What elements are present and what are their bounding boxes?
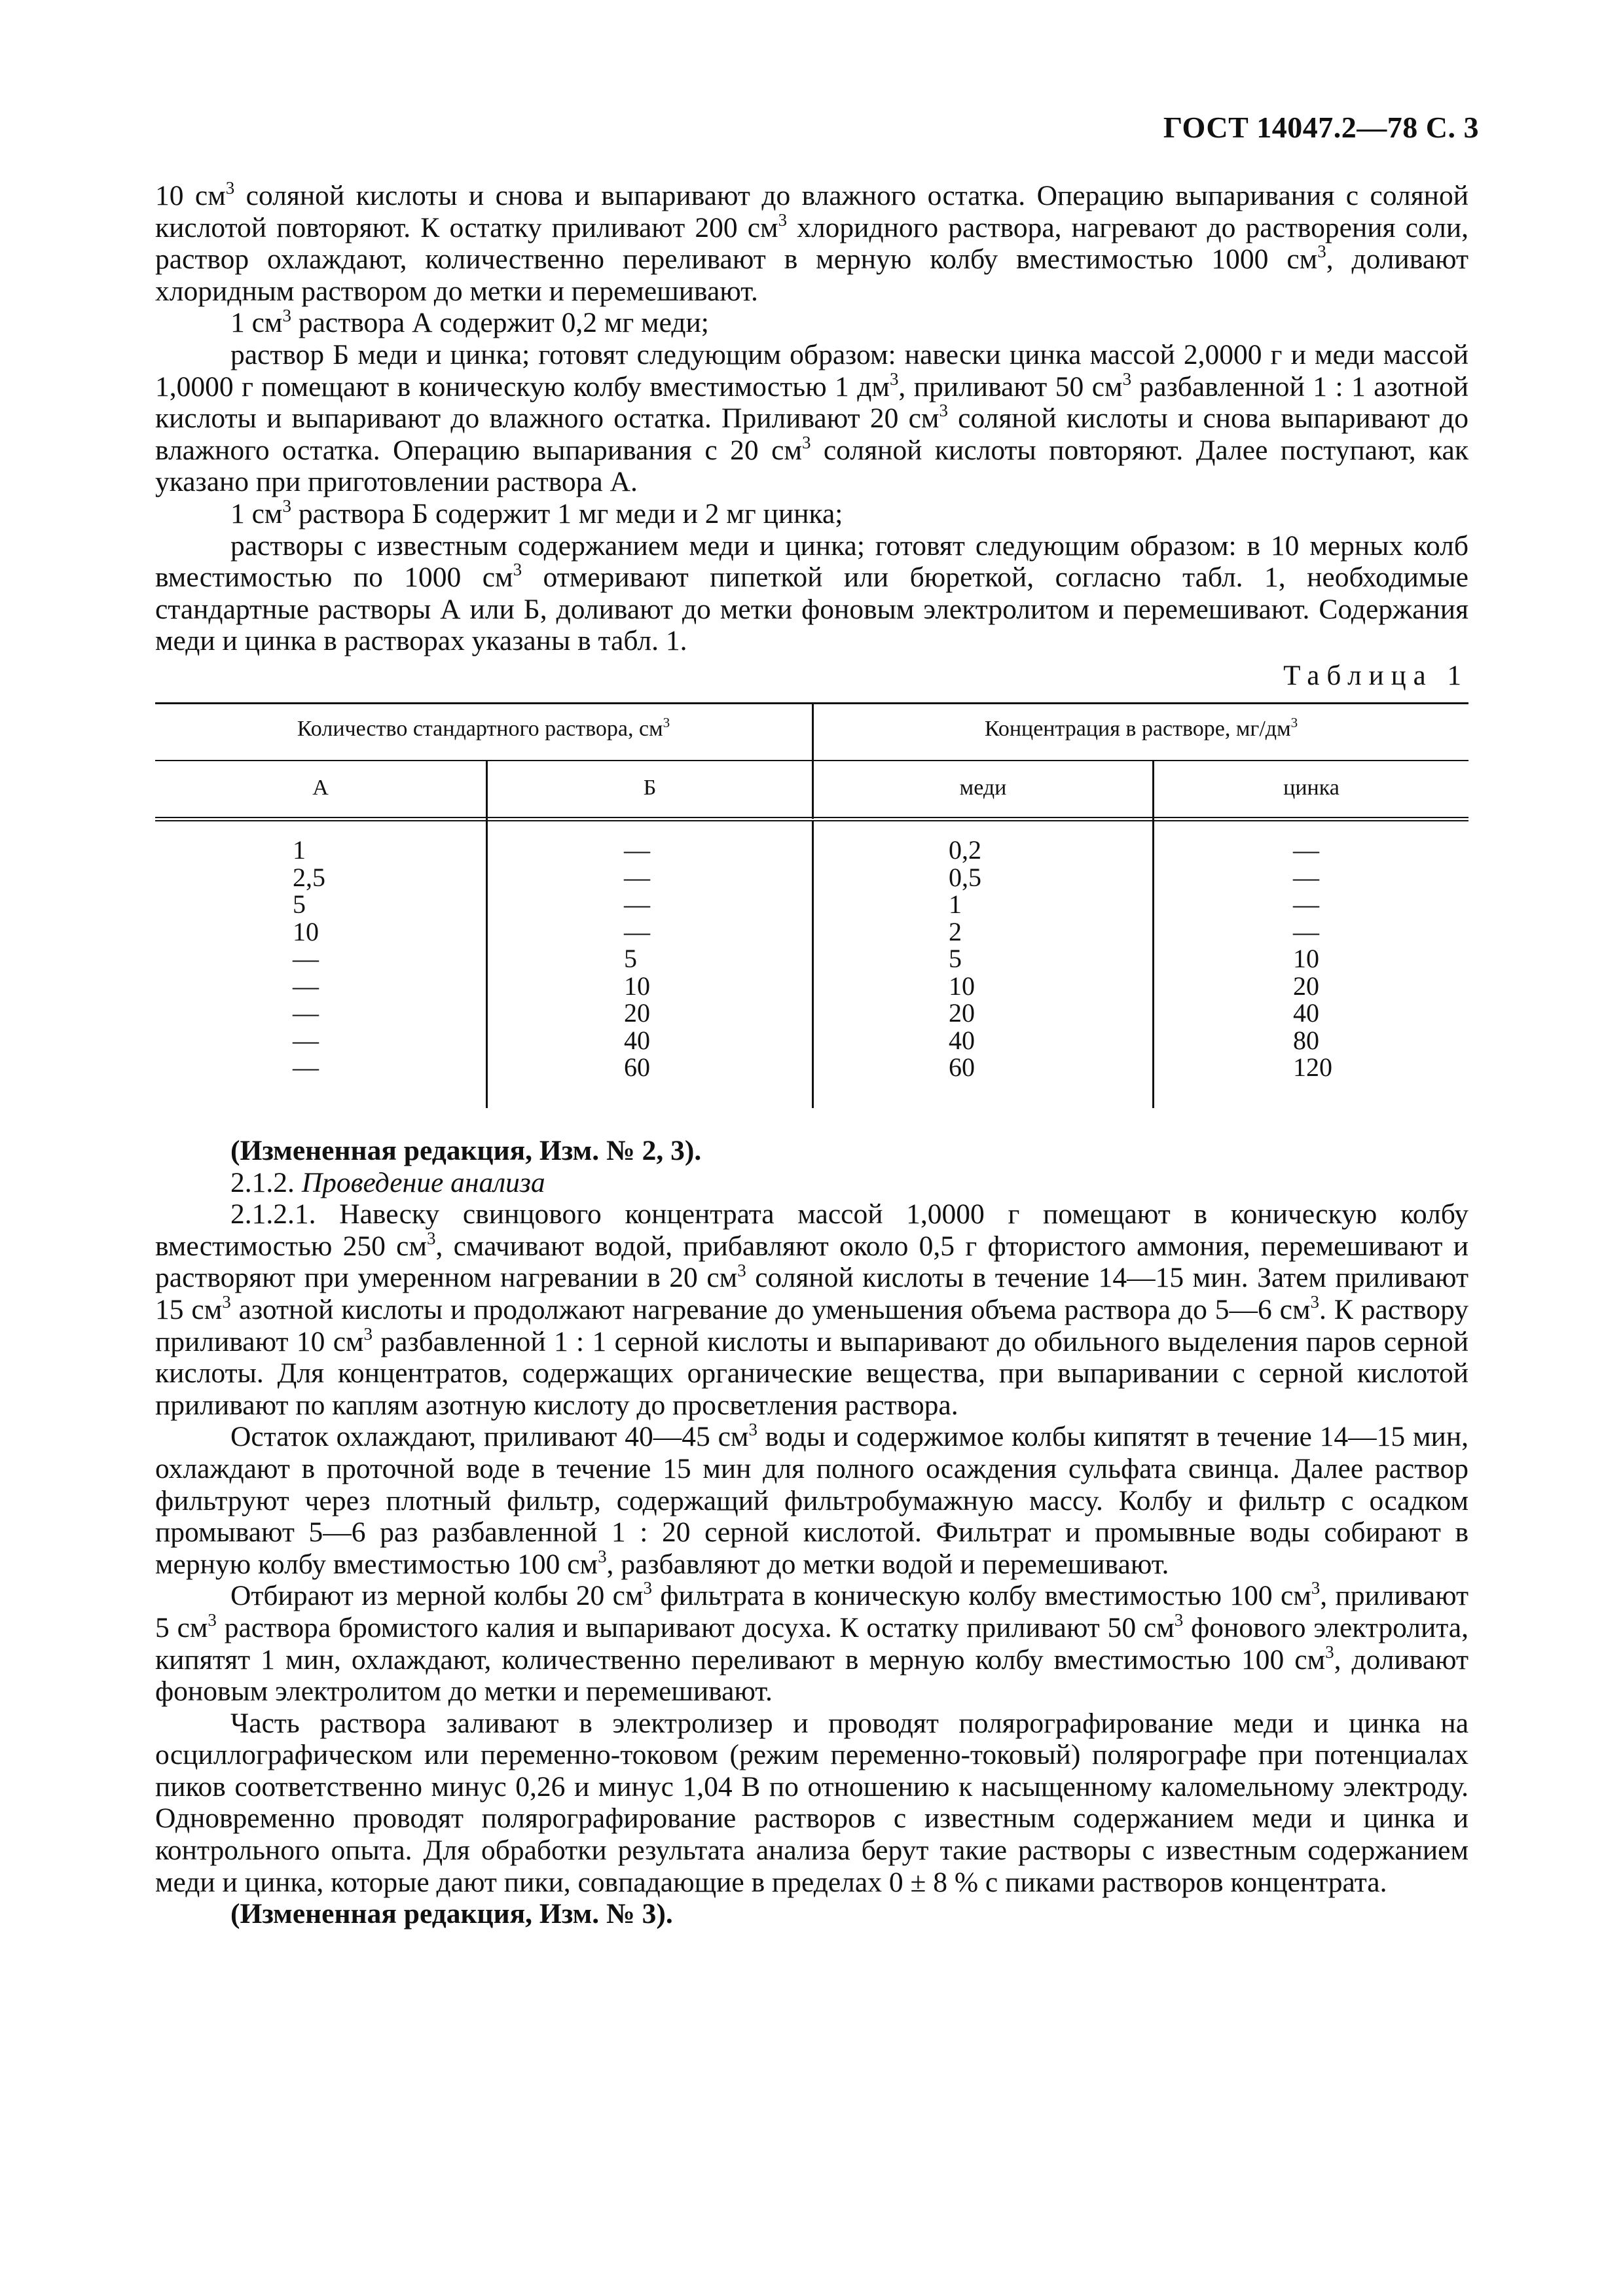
- superscript: 3: [222, 1292, 231, 1312]
- column-b: [624, 836, 650, 1081]
- revision-note: (Измененная редакция, Изм. № 2, 3).: [230, 1135, 702, 1166]
- superscript: 3: [1290, 714, 1298, 730]
- superscript: 3: [1122, 368, 1132, 389]
- table-cell: 60: [624, 1052, 650, 1082]
- table-cell: 40: [624, 1025, 650, 1055]
- text-block-top: [155, 180, 1468, 657]
- paragraph: Часть раствора заливают в электролизер и проводят полярографирование меди и цинка на осциллографическом или переменно-токовом (режим переменно-токовый) полярографе при потенциалах пиков соответственно минус 0,26 и минус 1,04 В по отношению к насыщенному каломельному электроду. Одновременно проводят полярографирование растворов с известным содержанием меди и цинка и контрольного опыта. Для обработки результата анализа берут такие растворы с известным содержанием меди и цинка, которые дают пики, совпадающие в пределах 0 ± 8 % с пиками растворов концентрата.: [155, 1707, 1468, 1898]
- superscript: 3: [1317, 242, 1326, 262]
- section-heading: [155, 1167, 1468, 1199]
- table-cell: 10: [949, 971, 975, 1001]
- superscript: 3: [282, 305, 291, 325]
- table-cell: 20: [1293, 971, 1319, 1001]
- table-cell: 40: [949, 1025, 975, 1055]
- paragraph: 2.1.2.1. Навеску свинцового концентрата массой 1,0000 г помещают в коническую колбу вместимостью 250 $см^3$, смачивают водой, прибавляют около 0,5 г фтористого аммония, перемешивают и растворяют при умеренном нагревании в 20 $см^3$ соляной кислоты в течение 14—15 мин. Затем приливают 15 $см^3$ азотной кислоты и продолжают нагревание до уменьшения объема раствора до 5—6 $см^3$. К раствору приливают 10 $см^3$ разбавленной 1 : 1 серной кислоты и выпаривают до обильного выделения паров серной кислоты. Для концентратов, содержащих органические вещества, при выпаривании с серной кислотой приливают по каплям азотную кислоту до просветления раствора.: [155, 1198, 1469, 1421]
- superscript: 3: [801, 432, 811, 452]
- paragraph: 1 $см^3$ раствора А содержит 0,2 мг меди;: [230, 305, 709, 339]
- table-cell: —: [293, 971, 319, 1001]
- subheader-zinc: цинка: [1283, 776, 1340, 800]
- table-divider-a-b: [486, 761, 488, 1108]
- table-cell: —: [293, 1025, 319, 1055]
- superscript: 3: [513, 560, 522, 580]
- table-cell: —: [293, 944, 319, 973]
- header-concentration: Концентрация в растворе, $мг/дм^3$: [984, 714, 1298, 741]
- superscript: 3: [225, 178, 235, 198]
- paragraph: Остаток охлаждают, приливают 40—45 $см^3$ воды и содержимое колбы кипятят в течение 14—15 мин, охлаждают в проточной воде в течение 15 мин для полного осаждения сульфата свинца. Далее раствор фильтруют через плотный фильтр, содержащий фильтробумажную массу. Колбу и фильтр с осадком промывают 5—6 раз разбавленной 1 : 20 серной кислотой. Фильтрат и промывные воды собирают в мерную колбу вместимостью 100 $см^3$, разбавляют до метки водой и перемешивают.: [155, 1419, 1468, 1580]
- section-title: Проведение анализа: [301, 1166, 545, 1198]
- table-divider-cu-zn: [1152, 761, 1154, 1108]
- superscript: 3: [889, 368, 899, 389]
- paragraph: Отбирают из мерной колбы 20 $см^3$ фильтрата в коническую колбу вместимостью 100 $см^3$, приливают 5 $см^3$ раствора бромистого калия и выпаривают досуха. К остатку приливают 50 $см^3$ фонового электролита, кипятят 1 мин, охлаждают, количественно переливают в мерную колбу вместимостью 100 $см^3$, доливают фоновым электролитом до метки и перемешивают.: [155, 1578, 1469, 1708]
- paragraph: раствор Б меди и цинка; готовят следующим образом: навески цинка массой 2,0000 г и меди массой 1,0000 г помещают в коническую колбу вместимостью 1 $дм^3$, приливают 50 $см^3$ разбавленной 1 : 1 азотной кислоты и выпаривают до влажного остатка. Приливают 20 $см^3$ соляной кислоты и снова выпаривают до влажного остатка. Операцию выпаривания с 20 $см^3$ соляной кислоты повторяют. Далее поступают, как указано при приготовлении раствора А.: [155, 338, 1469, 498]
- table-cell: —: [624, 835, 650, 865]
- table-cell: 10: [1293, 944, 1319, 973]
- superscript: 3: [1311, 1578, 1321, 1598]
- paragraph: растворы с известным содержанием меди и цинка; готовят следующим образом: в 10 мерных колб вместимостью по 1000 $см^3$ отмеривают пипеткой или бюреткой, согласно табл. 1, необходимые стандартные растворы А или Б, доливают до метки фоновым электролитом и перемешивают. Содержания меди и цинка в растворах указаны в табл. 1.: [155, 529, 1468, 657]
- table-cell: 5: [624, 944, 637, 973]
- table-cell: —: [293, 998, 319, 1028]
- column-a: [293, 836, 325, 1081]
- superscript: 3: [208, 1610, 217, 1630]
- superscript: 3: [598, 1546, 607, 1566]
- subheader-b: Б: [643, 776, 657, 800]
- superscript: 3: [939, 401, 948, 421]
- table-divider-b-cu: [812, 820, 814, 1108]
- table-cell: 80: [1293, 1025, 1319, 1055]
- table-cell: —: [1293, 916, 1319, 946]
- superscript: 3: [1325, 1641, 1334, 1662]
- superscript: 3: [663, 714, 670, 730]
- table-cell: —: [624, 916, 650, 946]
- table-cell: 60: [949, 1052, 975, 1082]
- superscript: 3: [748, 1419, 757, 1439]
- superscript: 3: [1174, 1610, 1184, 1630]
- table-cell: 1: [949, 889, 962, 919]
- table-cell: —: [293, 1052, 319, 1082]
- subheader-copper: меди: [959, 776, 1007, 800]
- revision-note: (Измененная редакция, Изм. № 3).: [230, 1898, 673, 1930]
- subheader-a: А: [312, 776, 329, 800]
- table-cell: 20: [624, 998, 650, 1028]
- table-cell: —: [1293, 862, 1319, 892]
- superscript: 3: [282, 496, 291, 516]
- table-cell: 10: [293, 916, 319, 946]
- table-cell: 5: [949, 944, 962, 973]
- table-cell: 1: [293, 835, 306, 865]
- table-cell: 20: [949, 998, 975, 1028]
- column-copper: [949, 836, 981, 1081]
- superscript: 3: [737, 1260, 746, 1280]
- table-cell: —: [624, 862, 650, 892]
- table-cell: —: [1293, 835, 1319, 865]
- superscript: 3: [1310, 1292, 1320, 1312]
- table-caption: Таблица 1: [1283, 660, 1468, 691]
- superscript: 3: [643, 1578, 652, 1598]
- table-cell: —: [1293, 889, 1319, 919]
- table-cell: 2,5: [293, 862, 325, 892]
- superscript: 3: [426, 1228, 436, 1248]
- table-cell: 0,5: [949, 862, 981, 892]
- paragraph: 10 $см^3$ соляной кислоты и снова и выпаривают до влажного остатка. Операцию выпаривания с соляной кислотой повторяют. К остатку приливают 200 $см^3$ хлоридного раствора, нагревают до растворения соли, раствор охлаждают, количественно переливают в мерную колбу вместимостью 1000 $см^3$, доливают хлоридным раствором до метки и перемешивают.: [155, 178, 1468, 307]
- table-cell: 120: [1293, 1052, 1332, 1082]
- paragraph: 1 $см^3$ раствора Б содержит 1 мг меди и 2 мг цинка;: [230, 496, 843, 529]
- superscript: 3: [363, 1323, 373, 1344]
- header-standard-solution: Количество стандартного раствора, $см^3$: [297, 714, 670, 741]
- table-cell: 10: [624, 971, 650, 1001]
- text-block-bottom: [155, 1135, 1468, 1930]
- table-cell: —: [624, 889, 650, 919]
- column-zinc: [1293, 836, 1332, 1081]
- section-number: 2.1.2.: [230, 1166, 302, 1198]
- data-table: [155, 702, 1468, 1108]
- table-cell: 2: [949, 916, 962, 946]
- table-cell: 0,2: [949, 835, 981, 865]
- table-cell: 5: [293, 889, 306, 919]
- page-header: ГОСТ 14047.2—78 С. 3: [1163, 111, 1479, 144]
- table-cell: 40: [1293, 998, 1319, 1028]
- superscript: 3: [778, 209, 788, 230]
